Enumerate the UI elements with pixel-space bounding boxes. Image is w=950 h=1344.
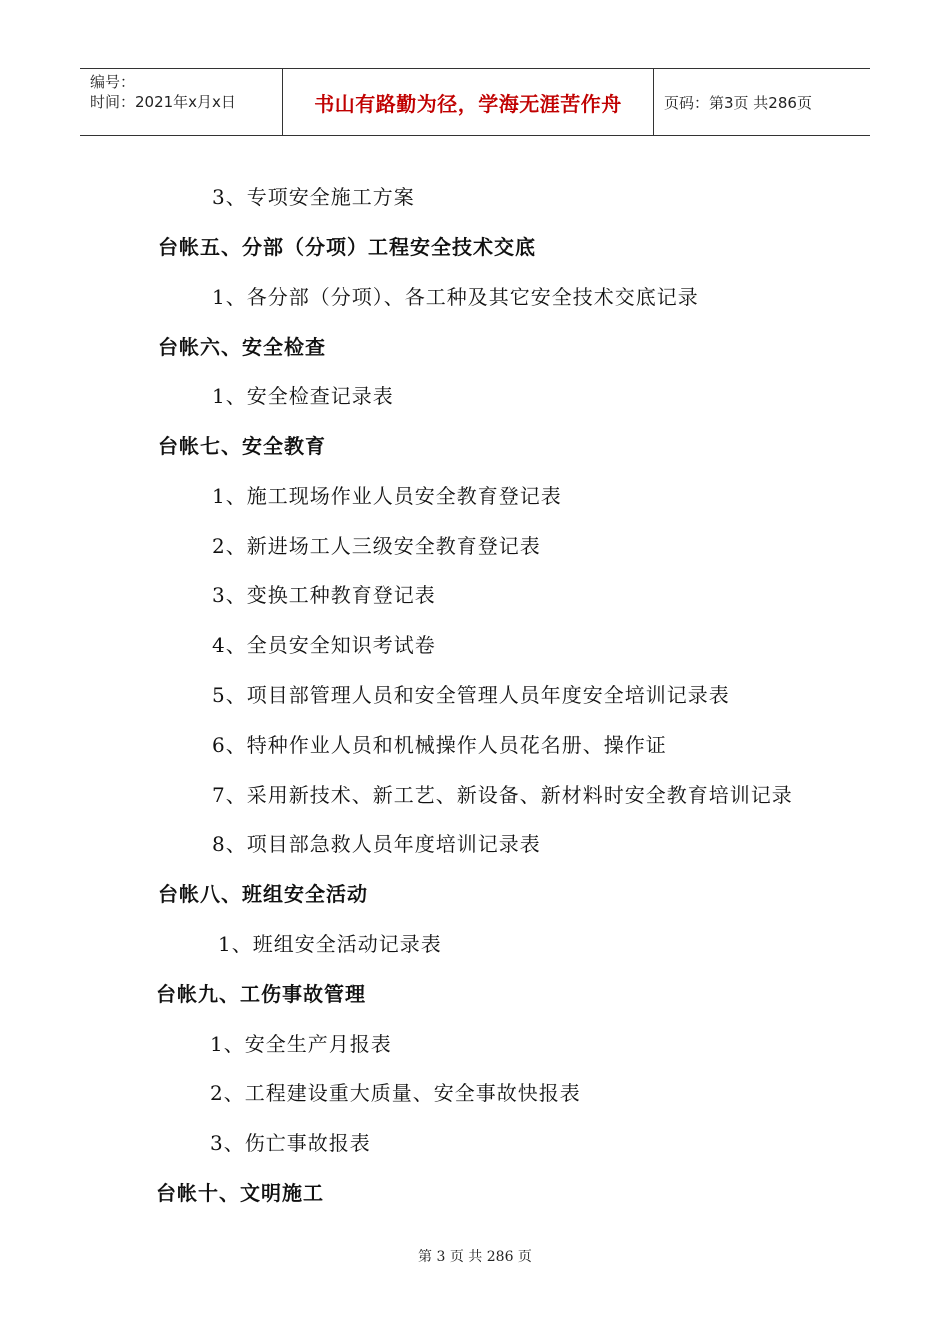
header-motto-cell: [282, 69, 654, 135]
section-heading: 台帐八、班组安全活动: [158, 882, 368, 906]
section-heading: 台帐七、安全教育: [158, 434, 326, 458]
list-item: 3、变换工种教育登记表: [212, 583, 436, 607]
list-item: 8、项目部急救人员年度培训记录表: [212, 832, 541, 856]
header-meta-cell: [80, 69, 282, 135]
list-item: 1、安全生产月报表: [210, 1032, 392, 1056]
list-item: 2、工程建设重大质量、安全事故快报表: [210, 1081, 581, 1105]
list-item: 3、专项安全施工方案: [212, 185, 415, 209]
list-item: 2、新进场工人三级安全教育登记表: [212, 534, 541, 558]
list-item: 3、伤亡事故报表: [210, 1131, 371, 1155]
section-heading: 台帐五、分部（分项）工程安全技术交底: [158, 235, 536, 259]
list-item: 7、采用新技术、新工艺、新设备、新材料时安全教育培训记录: [212, 783, 793, 807]
page-footer: [0, 1246, 950, 1266]
list-item: 1、施工现场作业人员安全教育登记表: [212, 484, 562, 508]
list-item: 4、全员安全知识考试卷: [212, 633, 436, 657]
header-page-code: 页码：第3页 共286页: [664, 93, 812, 112]
list-item: 1、安全检查记录表: [212, 384, 394, 408]
list-item: 1、各分部（分项）、各工种及其它安全技术交底记录: [212, 285, 699, 309]
list-item: 5、项目部管理人员和安全管理人员年度安全培训记录表: [212, 683, 730, 707]
section-heading: 台帐十、文明施工: [156, 1181, 324, 1205]
section-heading: 台帐九、工伤事故管理: [156, 982, 366, 1006]
section-heading: 台帐六、安全检查: [158, 335, 326, 359]
document-date: 时间：2021年x月x日: [90, 93, 236, 111]
footer-page-number: 第 3 页 共 286 页: [418, 1249, 532, 1265]
document-number-label: 编号：: [90, 73, 136, 91]
list-item: 1、班组安全活动记录表: [218, 932, 442, 956]
header-page-cell: [654, 69, 870, 135]
document-header: [80, 68, 870, 136]
motto-text: 书山有路勤为径，学海无涯苦作舟: [314, 91, 622, 116]
list-item: 6、特种作业人员和机械操作人员花名册、操作证: [212, 733, 667, 757]
